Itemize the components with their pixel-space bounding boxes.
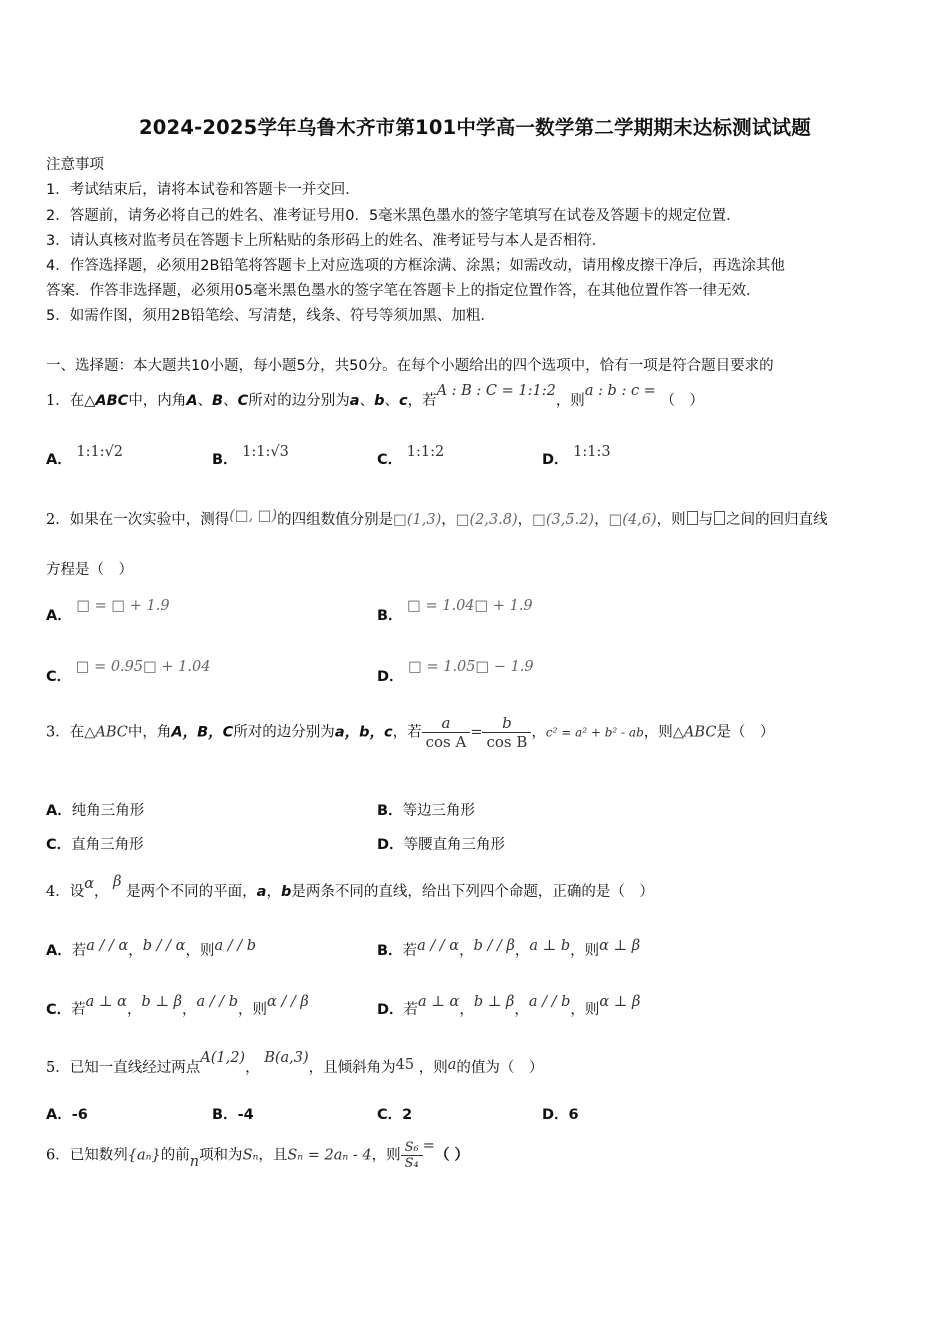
notice-item: 1．考试结束后，请将本试卷和答题卡一并交回．: [46, 182, 360, 198]
q-text: ，则: [418, 1060, 448, 1076]
q-text: ，则: [656, 512, 686, 528]
q-text: 的值为（ ）: [456, 1060, 544, 1076]
question-4: 4．设α， β 是两个不同的平面，a，b是两条不同的直线，给出下列四个命题，正确的是（ ）: [46, 874, 654, 900]
fraction-denominator: S₄: [401, 1155, 423, 1171]
question-2: 2．如果在一次实验中，测得(□, □)的四组数值分别是□(1,3)，□(2,3.8)，□(3,5.2)，□(4,6)，则 与 之间的回归直线: [46, 508, 828, 528]
q-text: ABC: [95, 393, 129, 409]
placeholder-glyph: [687, 511, 698, 525]
placeholder-glyph: [714, 511, 725, 525]
option-a: [46, 1103, 88, 1124]
option-d: [377, 659, 534, 686]
math-expr: A(1,2): [200, 1050, 246, 1066]
equals-sign: =: [470, 724, 483, 741]
q-text: （ ）: [434, 1147, 469, 1164]
question-number: 4．: [46, 884, 70, 900]
math-expr: a / / b: [214, 938, 256, 954]
q-text: ，则: [371, 1147, 401, 1164]
notice-item: 3．请认真核对监考员在答题卡上所粘贴的条形码上的姓名、准考证号与本人是否相符．: [46, 233, 607, 249]
option-c: [377, 444, 445, 469]
fraction-numerator: a: [441, 714, 451, 732]
section-heading: 一、选择题：本大题共10小题，每小题5分，共50分。在每个小题给出的四个选项中，恰有一项是符合题目要求的: [46, 358, 774, 374]
option-label: B．: [212, 452, 238, 468]
option-value: □ = 0.95□ + 1.04: [75, 659, 211, 675]
option-value: 6: [568, 1107, 579, 1123]
option-a: [46, 444, 124, 469]
q-text: 如果在一次实验中，测得: [69, 512, 230, 528]
option-label: C．: [377, 452, 403, 468]
page-title: 2024-2025学年乌鲁木齐市第101中学高一数学第二学期期末达标测试试题: [139, 116, 811, 139]
question-number: 6．: [46, 1147, 70, 1164]
option-text: ，则: [185, 943, 215, 959]
math-expr: b ⊥ β: [473, 994, 515, 1010]
math-expr: n: [189, 1153, 200, 1170]
q-text: 是两个不同的平面，: [126, 884, 257, 900]
option-c: [377, 1103, 412, 1124]
q-text: A: [186, 393, 198, 409]
option-label: C．: [377, 1107, 403, 1123]
math-expr: {aₙ}: [127, 1147, 161, 1164]
q-text: B: [212, 393, 224, 409]
option-label: D．: [377, 669, 404, 685]
option-b: [212, 444, 289, 469]
option-b: [212, 1103, 254, 1124]
math-expr: b / / β: [473, 938, 515, 954]
option-d: [542, 444, 611, 469]
option-text: 若: [71, 1002, 86, 1018]
q-text: 已知数列: [69, 1147, 128, 1164]
option-b: [377, 799, 475, 820]
question-number: 2．: [46, 512, 70, 528]
option-a: [46, 598, 170, 625]
math-expr: a : b : c =: [584, 383, 656, 399]
q-text: b: [280, 884, 292, 900]
option-value: 等边三角形: [402, 803, 476, 819]
q-text: 项和为: [199, 1147, 243, 1164]
q-text: 中，角: [127, 724, 172, 741]
question-number: 3．: [46, 724, 70, 741]
math-expr: Sₙ: [242, 1147, 259, 1164]
data-point: □(2,3.8): [455, 512, 518, 528]
q-text: ，则: [555, 393, 585, 409]
q-text: 所对的边分别为: [248, 393, 350, 409]
math-expr: α / / β: [267, 994, 309, 1010]
option-text: 若: [403, 1002, 419, 1018]
option-label: C．: [46, 1002, 72, 1018]
math-expr: a ⊥ α: [85, 994, 127, 1010]
q-text: 、: [197, 393, 213, 409]
option-label: A．: [46, 1107, 72, 1123]
q-text: c: [398, 393, 408, 409]
math-expr: a: [447, 1057, 457, 1073]
q-text: 所对的边分别为: [233, 724, 335, 741]
q-text: A，B，C: [171, 724, 234, 741]
equals-sign: =: [422, 1137, 435, 1154]
math-expr: a ⊥ α: [418, 994, 460, 1010]
fraction-numerator: S₆: [404, 1140, 419, 1155]
option-c: [46, 833, 144, 854]
q-text: 、: [359, 393, 375, 409]
math-expr: △ABC: [84, 724, 128, 741]
math-expr: A : B : C = 1:1:2: [436, 383, 556, 399]
option-c: C．若a ⊥ α，b ⊥ β，a / / b，则α / / β: [46, 994, 309, 1018]
q-text: 在△: [69, 393, 96, 409]
option-text: ，则: [238, 1002, 268, 1018]
math-expr: Sₙ = 2aₙ - 4: [287, 1147, 372, 1164]
option-value: -4: [237, 1107, 254, 1123]
option-label: C．: [46, 669, 72, 685]
option-value: 1:1:3: [573, 444, 611, 460]
option-c: [46, 659, 211, 686]
option-label: C．: [46, 837, 72, 853]
math-expr: a ⊥ b: [529, 938, 571, 954]
q-text: 之间的回归直线: [726, 512, 828, 528]
option-label: D．: [377, 1002, 404, 1018]
q-text: ，则: [643, 724, 673, 741]
option-text: 若: [402, 943, 418, 959]
q-text: 在: [69, 724, 85, 741]
notice-item: 5．如需作图，须用2B铅笔绘、写清楚，线条、符号等须加黑、加粗．: [46, 308, 495, 324]
option-label: A．: [46, 608, 72, 624]
question-3: 3．在△ABC中，角A，B，C所对的边分别为a，b，c，若 $\frac{a}{\text{cos A}}$ = $\frac{b}{\text{cos B}}$ ，c² = a² + b² - ab，则△ABC是（ ）: [46, 714, 775, 751]
notice-item: 4．作答选择题，必须用2B铅笔将答题卡上对应选项的方框涂满、涂黑；如需改动，请用橡皮擦干净后，再选涂其他: [46, 258, 785, 274]
fraction: [401, 1140, 423, 1171]
option-a: A．若a / / α，b / / α，则a / / b: [46, 938, 256, 959]
q-text: ，若: [407, 393, 437, 409]
option-label: D．: [542, 1107, 569, 1123]
math-expr: α ⊥ β: [599, 938, 641, 954]
option-value: 直角三角形: [71, 837, 144, 853]
option-label: A．: [46, 943, 72, 959]
q-text: ，且倾斜角为: [308, 1060, 396, 1076]
question-6: [46, 1137, 469, 1171]
question-5: 5．已知一直线经过两点A(1,2)， B(a,3)，且倾斜角为45 ，则a的值为（ ）: [46, 1050, 544, 1076]
fraction-denominator: cos A: [422, 732, 471, 751]
q-text: 中，内角: [128, 393, 187, 409]
q-text: a，b，c: [334, 724, 393, 741]
math-expr: α ⊥ β: [599, 994, 641, 1010]
fraction: [422, 714, 471, 751]
math-expr: a / / b: [528, 994, 571, 1010]
data-point: □(4,6): [608, 512, 657, 528]
option-b: B．若a / / α，b / / β，a ⊥ b，则α ⊥ β: [377, 938, 641, 959]
option-label: B．: [377, 803, 403, 819]
option-value: 2: [402, 1107, 413, 1123]
option-value: -6: [71, 1107, 88, 1123]
math-expr: 45: [395, 1057, 415, 1073]
q-text: 的前: [160, 1147, 190, 1164]
option-d: D．若a ⊥ α，b ⊥ β，a / / b，则α ⊥ β: [377, 994, 641, 1018]
q-text: 方程是（ ）: [46, 562, 133, 578]
q-text: 的四组数值分别是: [277, 512, 394, 528]
q-text: 已知一直线经过两点: [69, 1060, 201, 1076]
notice-item: 答案．作答非选择题，必须用05毫米黑色墨水的签字笔在答题卡上的指定位置作答，在其他位置作答一律无效．: [46, 283, 761, 299]
option-label: A．: [46, 452, 72, 468]
q-text: 是（ ）: [716, 724, 775, 741]
q-text: b: [374, 393, 385, 409]
math-expr: b / / α: [142, 938, 186, 954]
math-expr: a / / b: [196, 994, 239, 1010]
q-text: 设: [69, 884, 85, 900]
option-label: B．: [212, 1107, 238, 1123]
question-1: [46, 383, 704, 410]
math-expr: a / / α: [417, 938, 460, 954]
data-point: □(1,3): [393, 512, 442, 528]
data-point: □(3,5.2): [532, 512, 595, 528]
option-value: □ = 1.04□ + 1.9: [407, 598, 533, 614]
fraction-denominator: cos B: [482, 732, 531, 751]
option-label: D．: [377, 837, 404, 853]
math-expr: B(a,3): [264, 1050, 309, 1066]
option-value: □ = 1.05□ − 1.9: [408, 659, 534, 675]
fraction: [482, 714, 531, 751]
option-label: B．: [377, 608, 403, 624]
q-text: 与: [698, 512, 714, 528]
option-value: 1:1:2: [406, 444, 445, 460]
option-value: □ = □ + 1.9: [76, 598, 170, 614]
q-text: 是两条不同的直线，给出下列四个命题，正确的是（ ）: [291, 884, 654, 900]
math-expr: c² = a² + b² - ab: [545, 725, 644, 740]
math-expr: α: [84, 876, 95, 892]
q-text: ，: [266, 884, 281, 900]
notice-item: 2．答题前，请务必将自己的姓名、准考证号用0．5毫米黑色墨水的签字笔填写在试卷及答题卡的规定位置．: [46, 208, 741, 224]
option-label: B．: [377, 943, 403, 959]
option-value: 纯角三角形: [71, 803, 145, 819]
option-value: 1:1:√3: [242, 444, 289, 460]
fraction-numerator: b: [502, 714, 512, 732]
option-d: [377, 833, 505, 854]
option-b: [377, 598, 533, 625]
q-text: 、: [223, 393, 238, 409]
q-text: a: [349, 393, 360, 409]
option-value: 等腰直角三角形: [403, 837, 506, 853]
question-number: 1．: [46, 393, 70, 409]
q-text: a: [256, 884, 267, 900]
option-label: D．: [542, 452, 569, 468]
q-text: C: [237, 393, 249, 409]
option-text: 若: [71, 943, 87, 959]
math-expr: a / / α: [86, 938, 129, 954]
option-label: A．: [46, 803, 72, 819]
option-text: ，则: [570, 1002, 600, 1018]
option-text: ，则: [570, 943, 600, 959]
q-text: ，若: [392, 724, 422, 741]
math-expr: b ⊥ β: [141, 994, 182, 1010]
notice-heading: 注意事项: [46, 157, 104, 173]
q-text: ，且: [258, 1147, 288, 1164]
math-expr: △ABC: [672, 724, 717, 741]
math-expr: (□, □): [229, 508, 278, 524]
q-text: （ ）: [660, 393, 704, 409]
question-number: 5．: [46, 1060, 70, 1076]
option-a: [46, 799, 144, 820]
q-text: 、: [384, 393, 399, 409]
math-expr: β: [113, 874, 122, 890]
option-value: 1:1:√2: [76, 444, 124, 460]
option-d: [542, 1103, 579, 1124]
